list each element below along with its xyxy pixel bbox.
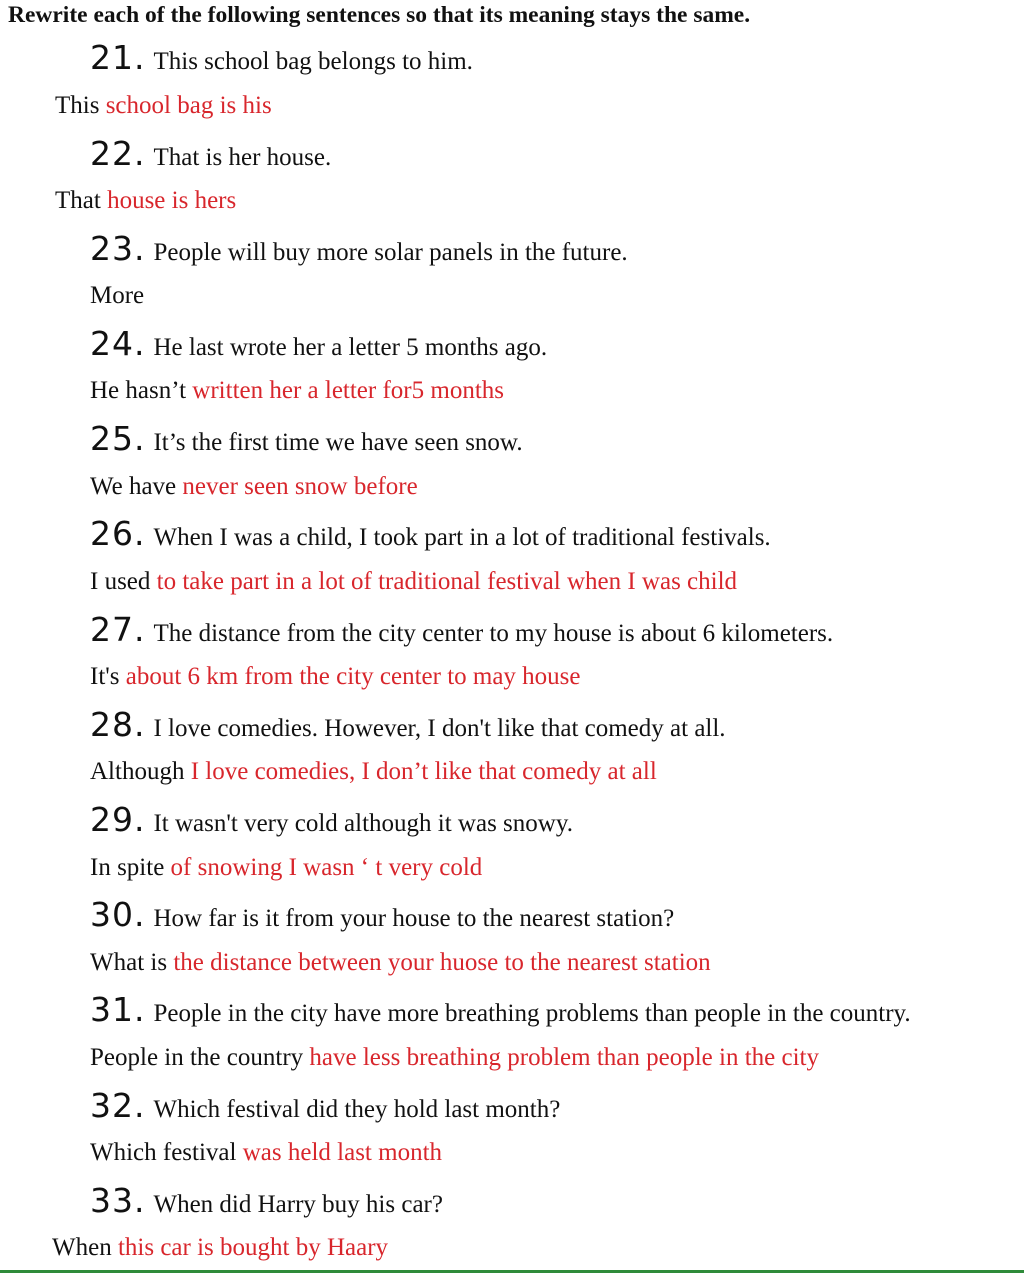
answer-prefix: In spite — [90, 854, 165, 881]
question-line — [90, 231, 628, 271]
question-number: 26. — [90, 514, 146, 553]
answer-text: this car is bought by Haary — [117, 1234, 389, 1261]
instruction-heading: Rewrite each of the following sentences so that its meaning stays the same. — [8, 2, 751, 28]
question-line — [90, 421, 523, 461]
question-line — [90, 802, 573, 842]
question-text: How far is it from your house to the nearest station? — [153, 905, 675, 932]
question-number: 24. — [90, 324, 146, 363]
answer-prefix: What is — [90, 949, 168, 976]
question-line — [90, 707, 726, 747]
answer-prefix: I used — [90, 568, 151, 595]
question-number: 21. — [90, 38, 146, 77]
answer-prefix: We have — [90, 473, 177, 500]
answer-line — [55, 183, 236, 219]
answer-line — [52, 1230, 388, 1266]
question-text: I love comedies. However, I don't like that comedy at all. — [153, 715, 726, 742]
question-number: 28. — [90, 705, 146, 744]
question-text: People will buy more solar panels in the future. — [153, 239, 628, 266]
answer-prefix: It's — [90, 663, 120, 690]
question-line — [90, 516, 771, 556]
answer-line — [90, 278, 144, 314]
answer-prefix: When — [52, 1234, 112, 1261]
question-text: Which festival did they hold last month? — [153, 1096, 561, 1123]
question-line — [90, 136, 331, 176]
answer-line — [90, 564, 737, 600]
question-number: 31. — [90, 990, 146, 1029]
answer-text: I love comedies, I don’t like that comedy at all — [190, 758, 657, 785]
question-text: People in the city have more breathing problems than people in the country. — [153, 1000, 911, 1027]
answer-text: the distance between your huose to the nearest station — [173, 949, 711, 976]
question-text: It’s the first time we have seen snow. — [153, 429, 523, 456]
answer-text: was held last month — [242, 1139, 443, 1166]
question-line — [90, 40, 473, 80]
answer-line — [90, 1135, 442, 1171]
answer-prefix: More — [90, 282, 145, 309]
answer-line — [90, 373, 504, 409]
question-text: The distance from the city center to my house is about 6 kilometers. — [153, 620, 834, 647]
question-number: 30. — [90, 895, 146, 934]
answer-prefix: He hasn’t — [90, 377, 187, 404]
question-text: When I was a child, I took part in a lot of traditional festivals. — [153, 524, 771, 551]
answer-text: about 6 km from the city center to may house — [125, 663, 581, 690]
answer-line — [90, 754, 657, 790]
question-number: 32. — [90, 1086, 146, 1125]
answer-text: to take part in a lot of traditional festival when I was child — [156, 568, 738, 595]
question-line — [90, 1183, 443, 1223]
answer-text: of snowing I wasn ‘ t very cold — [170, 854, 483, 881]
question-line — [90, 612, 833, 652]
question-text: This school bag belongs to him. — [153, 48, 473, 75]
question-line — [90, 897, 674, 937]
answer-text: have less breathing problem than people in the city — [309, 1044, 819, 1071]
answer-line — [90, 945, 711, 981]
question-number: 29. — [90, 800, 146, 839]
question-number: 27. — [90, 610, 146, 649]
question-line — [90, 1088, 560, 1128]
answer-line — [55, 88, 272, 124]
question-line — [90, 326, 547, 366]
answer-text: school bag is his — [105, 92, 272, 119]
answer-text: never seen snow before — [182, 473, 418, 500]
answer-prefix: People in the country — [90, 1044, 304, 1071]
question-line — [90, 992, 911, 1032]
answer-text: house is hers — [107, 187, 237, 214]
answer-line — [90, 659, 581, 695]
answer-line — [90, 1040, 819, 1076]
answer-text: written her a letter for5 months — [192, 377, 505, 404]
answer-line — [90, 850, 482, 886]
answer-prefix: Although — [90, 758, 185, 785]
question-number: 33. — [90, 1181, 146, 1220]
question-text: When did Harry buy his car? — [153, 1191, 443, 1218]
question-number: 23. — [90, 229, 146, 268]
question-text: That is her house. — [153, 144, 332, 171]
question-text: It wasn't very cold although it was snowy. — [153, 810, 573, 837]
answer-prefix: That — [55, 187, 101, 214]
answer-prefix: This — [55, 92, 100, 119]
question-text: He last wrote her a letter 5 months ago. — [153, 334, 548, 361]
answer-prefix: Which festival — [90, 1139, 237, 1166]
question-number: 22. — [90, 134, 146, 173]
answer-line — [90, 469, 418, 505]
question-number: 25. — [90, 419, 146, 458]
